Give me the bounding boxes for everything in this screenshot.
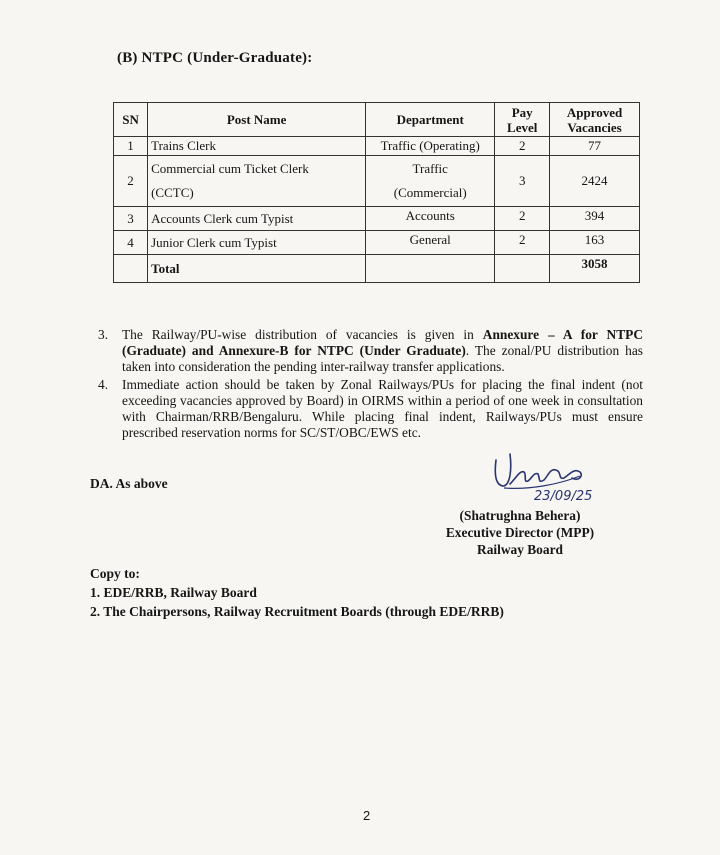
cell-pay-level: 3 xyxy=(495,156,550,207)
cell-pay-level: 2 xyxy=(495,137,550,156)
cell-post-name: Junior Clerk cum Typist xyxy=(148,231,366,255)
cell-empty xyxy=(114,255,148,283)
cell-sn: 4 xyxy=(114,231,148,255)
signature-date: 23/09/25 xyxy=(534,489,593,504)
section-heading: (B) NTPC (Under-Graduate): xyxy=(117,50,313,66)
paragraph-3-text-b: . The zonal/PU distribution has taken into consideration the pending inter-railway transfer applications. xyxy=(122,343,643,374)
cell-dept-line2: (Commercial) xyxy=(393,185,467,200)
cell-department: Accounts xyxy=(366,207,495,231)
cell-post-line2: (CCTC) xyxy=(151,185,194,200)
header-pay-line1: Pay xyxy=(511,104,533,120)
cell-post-line1: Commercial cum Ticket Clerk xyxy=(151,161,309,176)
copy-to-section xyxy=(90,564,504,621)
table-row xyxy=(114,156,640,207)
signatory-name: (Shatrughna Behera) xyxy=(459,508,581,523)
total-value: 3058 xyxy=(550,255,640,283)
copy-to-item: 2. The Chairpersons, Railway Recruitment Boards (through EDE/RRB) xyxy=(90,604,504,619)
cell-pay-level: 2 xyxy=(495,231,550,255)
cell-post-name xyxy=(148,156,366,207)
header-sn: SN xyxy=(114,103,148,137)
cell-department: General xyxy=(366,231,495,255)
cell-approved: 77 xyxy=(550,137,640,156)
cell-department: Traffic (Operating) xyxy=(366,137,495,156)
table-row xyxy=(114,231,640,255)
paragraph-3-text-a: The Railway/PU-wise distribution of vacancies is given in xyxy=(122,327,483,342)
cell-sn: 2 xyxy=(114,156,148,207)
vacancy-table xyxy=(113,102,640,283)
table-row xyxy=(114,137,640,156)
paragraph-number: 3. xyxy=(98,327,109,342)
paragraph-4-text: Immediate action should be taken by Zonal Railways/PUs for placing the final indent (not exceeding vacancies approved by Board) in OIRMS within a period of one week in consultation with Chairman/RRB/Bengaluru. While placing final indent, Railways/PUs must ensure prescribed reservation norms for SC/ST/OBC/EWS etc. xyxy=(122,377,643,440)
header-department: Department xyxy=(366,103,495,137)
cell-approved: 2424 xyxy=(550,156,640,207)
table-header-row xyxy=(114,103,640,137)
paragraph-number: 4. xyxy=(98,377,109,392)
cell-empty xyxy=(495,255,550,283)
copy-to-label: Copy to: xyxy=(90,566,140,581)
cell-sn: 3 xyxy=(114,207,148,231)
header-post-name: Post Name xyxy=(148,103,366,137)
header-appr-line1: Approved xyxy=(566,104,623,120)
cell-approved: 394 xyxy=(550,207,640,231)
page-number: 2 xyxy=(363,808,371,823)
cell-dept-line1: Traffic xyxy=(412,161,448,176)
signatory-block xyxy=(430,507,610,558)
header-pay-line2: Level xyxy=(507,119,538,135)
paragraph-4 xyxy=(98,377,643,441)
paragraph-3-annexure: Annexure – A for NTPC (Graduate) and Annexure-B for NTPC (Under Graduate) xyxy=(122,327,643,358)
paragraph-3 xyxy=(98,327,643,375)
cell-pay-level: 2 xyxy=(495,207,550,231)
header-appr-line2: Vacancies xyxy=(567,119,622,135)
handwritten-signature xyxy=(490,448,620,508)
da-note: DA. As above xyxy=(90,476,168,491)
signatory-office: Railway Board xyxy=(477,542,563,557)
cell-department xyxy=(366,156,495,207)
total-label: Total xyxy=(148,255,366,283)
cell-empty xyxy=(366,255,495,283)
cell-sn: 1 xyxy=(114,137,148,156)
table-row xyxy=(114,207,640,231)
cell-post-name: Accounts Clerk cum Typist xyxy=(148,207,366,231)
total-row xyxy=(114,255,640,283)
header-approved-vacancies xyxy=(550,103,640,137)
cell-post-name: Trains Clerk xyxy=(148,137,366,156)
cell-approved: 163 xyxy=(550,231,640,255)
copy-to-item: 1. EDE/RRB, Railway Board xyxy=(90,585,257,600)
header-pay-level xyxy=(495,103,550,137)
signatory-designation: Executive Director (MPP) xyxy=(445,525,595,540)
